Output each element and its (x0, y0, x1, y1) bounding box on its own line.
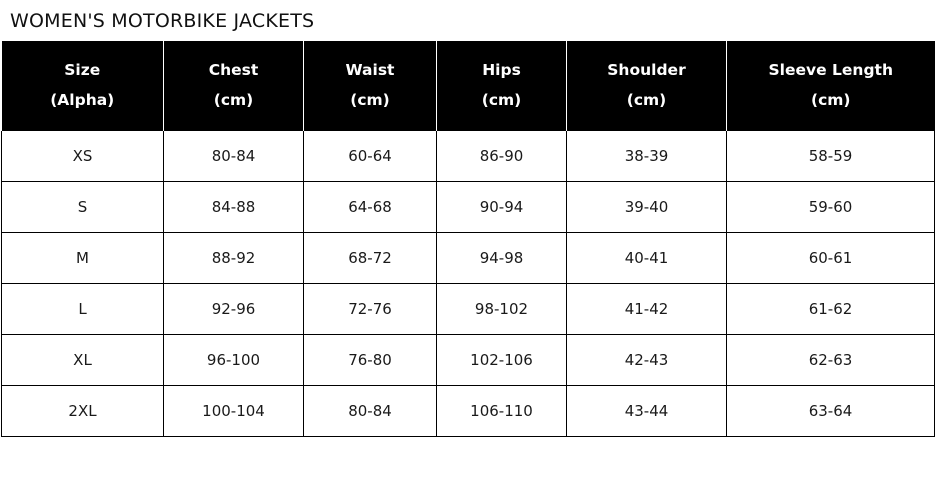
column-header-chest (164, 41, 304, 131)
table-row (2, 335, 935, 386)
cell-shoulder: 40-41 (567, 233, 727, 284)
table-row (2, 131, 935, 182)
cell-chest: 92-96 (164, 284, 304, 335)
column-header-shoulder-label: Shoulder (607, 61, 686, 79)
column-header-hips (437, 41, 567, 131)
table-row (2, 182, 935, 233)
column-header-waist-label: Waist (345, 61, 395, 79)
cell-waist: 60-64 (304, 131, 437, 182)
table-row (2, 233, 935, 284)
table-body (2, 131, 935, 437)
cell-sleeve: 62-63 (727, 335, 935, 386)
column-header-waist-unit: (cm) (350, 91, 390, 109)
size-chart-table (1, 41, 935, 437)
cell-size: XL (2, 335, 164, 386)
cell-chest: 80-84 (164, 131, 304, 182)
cell-size: 2XL (2, 386, 164, 437)
page-title: WOMEN'S MOTORBIKE JACKETS (10, 10, 315, 32)
table-row (2, 386, 935, 437)
cell-waist: 64-68 (304, 182, 437, 233)
cell-hips: 86-90 (437, 131, 567, 182)
cell-waist: 76-80 (304, 335, 437, 386)
cell-sleeve: 59-60 (727, 182, 935, 233)
column-header-sleeve-length-label: Sleeve Length (768, 61, 893, 79)
column-header-size (2, 41, 164, 131)
cell-hips: 90-94 (437, 182, 567, 233)
column-header-sleeve-length-unit: (cm) (810, 91, 851, 109)
cell-hips: 102-106 (437, 335, 567, 386)
column-header-shoulder-unit: (cm) (626, 91, 667, 109)
cell-chest: 96-100 (164, 335, 304, 386)
cell-chest: 84-88 (164, 182, 304, 233)
column-header-chest-label: Chest (208, 61, 259, 79)
table-header-row (2, 41, 935, 131)
size-chart-table-wrapper (0, 41, 935, 437)
column-header-chest-unit: (cm) (213, 91, 254, 109)
cell-shoulder: 42-43 (567, 335, 727, 386)
cell-sleeve: 58-59 (727, 131, 935, 182)
cell-waist: 68-72 (304, 233, 437, 284)
cell-shoulder: 38-39 (567, 131, 727, 182)
cell-size: XS (2, 131, 164, 182)
cell-size: M (2, 233, 164, 284)
column-header-shoulder (567, 41, 727, 131)
column-header-size-unit: (Alpha) (50, 91, 115, 109)
cell-waist: 80-84 (304, 386, 437, 437)
cell-hips: 98-102 (437, 284, 567, 335)
cell-size: S (2, 182, 164, 233)
column-header-size-label: Size (64, 61, 101, 79)
cell-shoulder: 41-42 (567, 284, 727, 335)
table-header (2, 41, 935, 131)
cell-chest: 100-104 (164, 386, 304, 437)
table-row (2, 284, 935, 335)
cell-hips: 106-110 (437, 386, 567, 437)
cell-chest: 88-92 (164, 233, 304, 284)
cell-size: L (2, 284, 164, 335)
column-header-waist (304, 41, 437, 131)
cell-waist: 72-76 (304, 284, 437, 335)
cell-sleeve: 60-61 (727, 233, 935, 284)
column-header-hips-label: Hips (482, 61, 521, 79)
cell-hips: 94-98 (437, 233, 567, 284)
cell-sleeve: 61-62 (727, 284, 935, 335)
cell-shoulder: 43-44 (567, 386, 727, 437)
column-header-sleeve-length (727, 41, 935, 131)
cell-sleeve: 63-64 (727, 386, 935, 437)
cell-shoulder: 39-40 (567, 182, 727, 233)
column-header-hips-unit: (cm) (481, 91, 522, 109)
